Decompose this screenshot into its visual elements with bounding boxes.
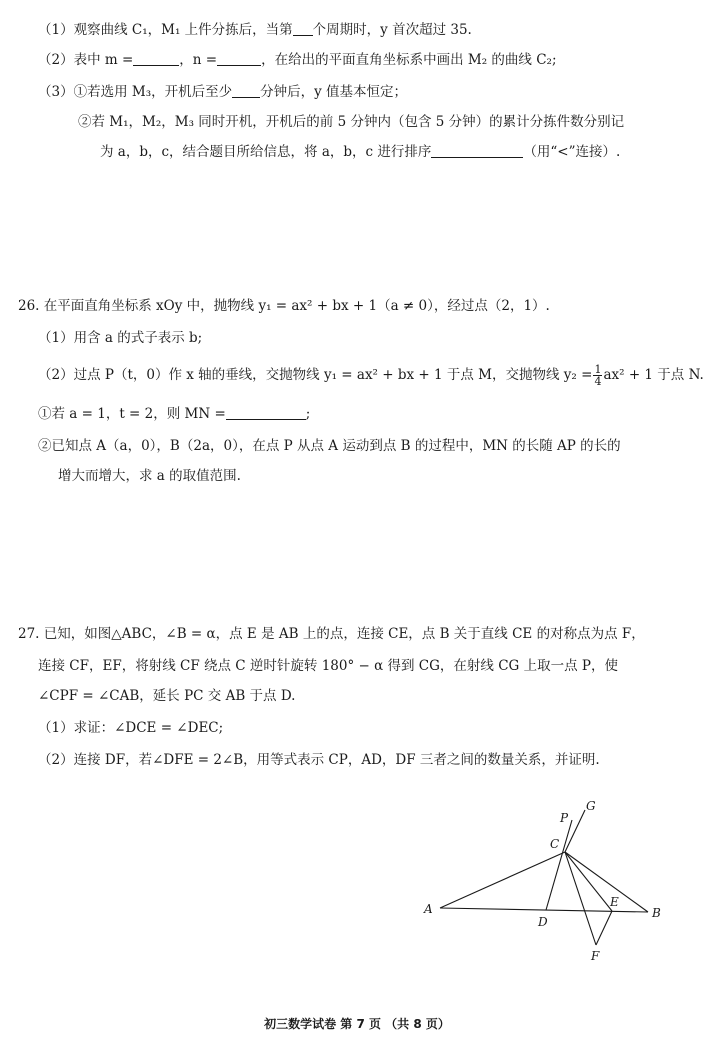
answer-blank <box>226 405 306 420</box>
q26-part1: （1）用含 a 的式子表示 b; <box>38 330 203 346</box>
q27-part1: （1）求证：∠DCE = ∠DEC; <box>38 720 224 736</box>
q25-part2: （2）表中 m = ，n = ，在给出的平面直角坐标系中画出 M₂ 的曲线 C₂; <box>38 52 557 68</box>
fraction-one-quarter: $\frac{1}{4}$ <box>594 363 602 388</box>
answer-blank <box>293 21 313 36</box>
label-E: E <box>610 895 619 909</box>
answer-blank <box>217 51 261 66</box>
label-P: P <box>560 811 569 825</box>
q25-part3-sub2-cont: 为 a，b，c，结合题目所给信息，将 a，b，c 进行排序 （用“<”连接）. <box>100 144 621 160</box>
label-B: B <box>652 906 661 920</box>
label-G: G <box>586 799 596 813</box>
q26-part2-sub2: ②已知点 A（a，0），B（2a，0），在点 P 从点 A 运动到点 B 的过程中，MN 的长随 AP 的长的 <box>38 438 621 454</box>
q26-stem: 26. 在平面直角坐标系 xOy 中，抛物线 y₁ = ax² + bx + 1（a ≠ 0），经过点（2，1）. <box>18 298 550 314</box>
answer-blank <box>133 51 179 66</box>
segment-EF <box>596 911 612 945</box>
q27-stem-line2: 连接 CF，EF，将射线 CF 绕点 C 逆时针旋转 180° − α 得到 CG，在射线 CG 上取一点 P，使 <box>38 658 618 674</box>
q27-part2: （2）连接 DF，若∠DFE = 2∠B，用等式表示 CP，AD，DF 三者之间的数量关系，并证明. <box>38 752 600 768</box>
q27-stem-line3: ∠CPF = ∠CAB，延长 PC 交 AB 于点 D. <box>38 688 296 704</box>
answer-blank <box>232 83 260 98</box>
label-A: A <box>424 902 433 916</box>
label-F: F <box>591 949 600 963</box>
answer-blank <box>431 143 523 158</box>
q26-part2: （2）过点 P（t，0）作 x 轴的垂线，交抛物线 y₁ = ax² + bx + 1 于点 M，交抛物线 y₂ = $\frac{1}{4}$ ax² + 1 于点 N. <box>38 363 704 388</box>
label-C: C <box>550 837 560 851</box>
q26-part2-sub1: ①若 a = 1，t = 2，则 MN = ; <box>38 406 311 422</box>
q26-part2-sub2-cont: 增大而增大，求 a 的取值范围. <box>58 468 241 484</box>
q25-part3: （3）①若选用 M₃，开机后至少 分钟后，y 值基本恒定； <box>38 84 408 100</box>
segment-PD <box>546 820 572 910</box>
geometry-figure <box>410 790 680 970</box>
q27-stem: 27. 已知，如图△ABC，∠B = α，点 E 是 AB 上的点，连接 CE，点 B 关于直线 CE 的对称点为点 F， <box>18 626 645 642</box>
segment-AC <box>440 852 565 908</box>
segment-CF <box>565 852 596 945</box>
q25-part1: （1）观察曲线 C₁，M₁ 上件分拣后，当第 个周期时，y 首次超过 35. <box>38 22 472 38</box>
page-footer: 初三数学试卷 第 7 页 （共 8 页） <box>264 1017 450 1031</box>
segment-CB <box>565 852 648 912</box>
q25-part3-sub2: ②若 M₁，M₂，M₃ 同时开机，开机后的前 5 分钟内（包含 5 分钟）的累计分拣件数分别记 <box>78 114 625 130</box>
label-D: D <box>538 915 548 929</box>
